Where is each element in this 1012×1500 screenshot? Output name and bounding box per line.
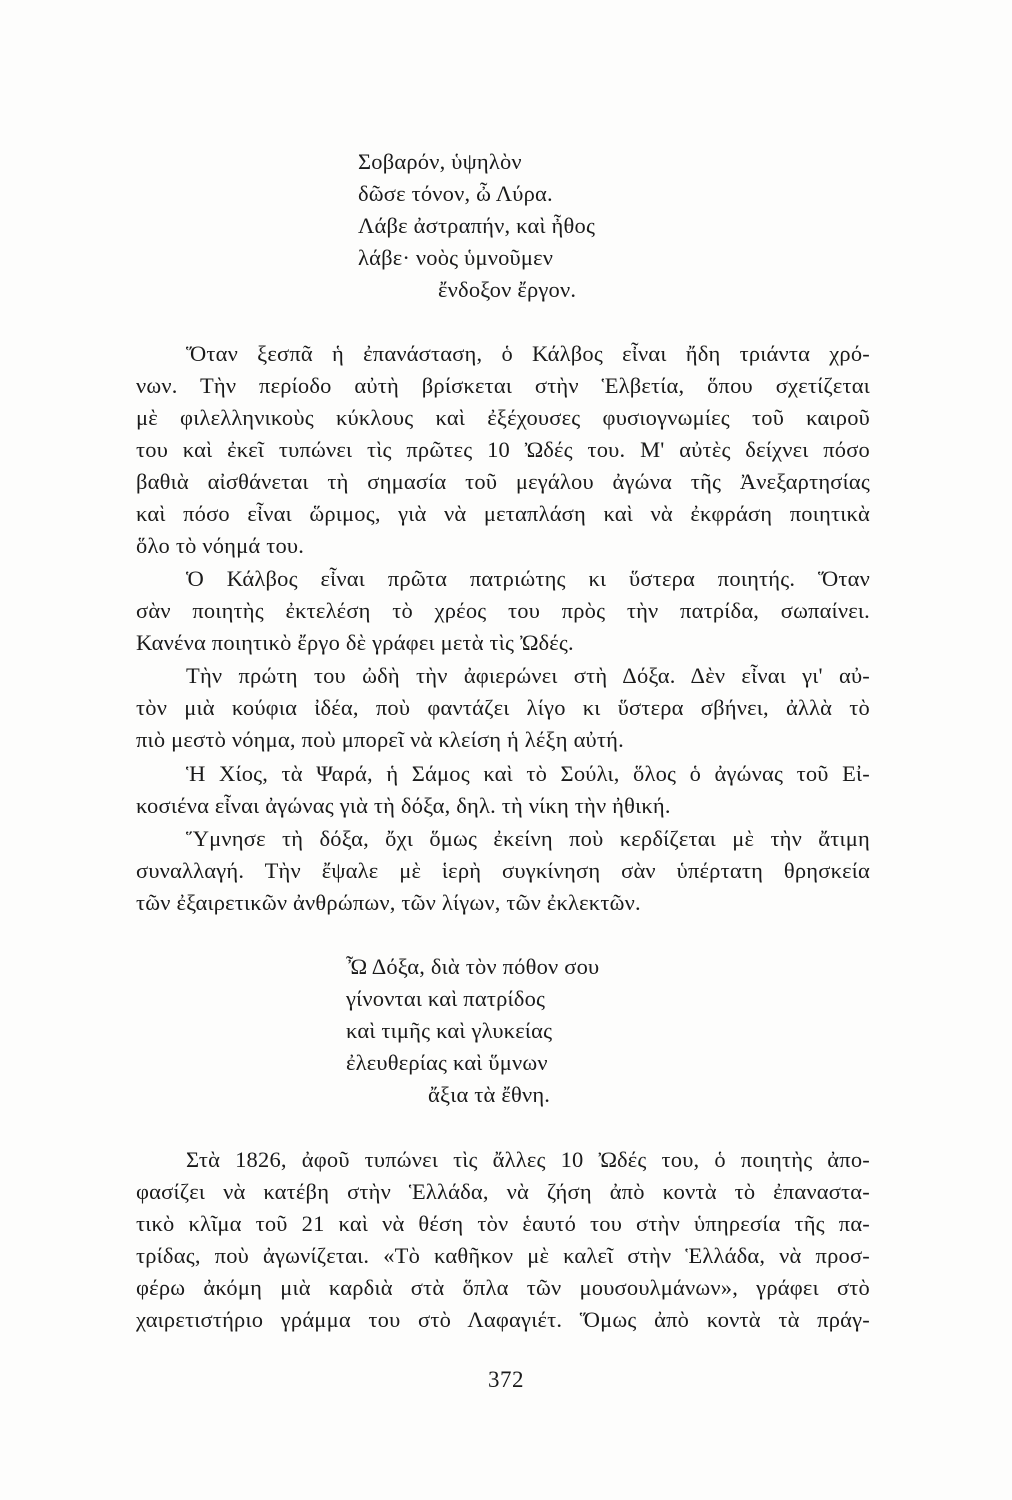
- text-line: Ἡ Χίος, τὰ Ψαρά, ἡ Σάμος καὶ τὸ Σούλι, ὅλος ὁ ἀγώνας τοῦ Εἰ-: [186, 761, 870, 786]
- poem-line: ἐλευθερίας καὶ ὕμνων: [346, 1050, 548, 1075]
- text-line: τὸν μιὰ κούφια ἰδέα, ποὺ φαντάζει λίγο κι ὕστερα σβήνει, ἀλλὰ τὸ: [136, 695, 870, 720]
- poem-line: δῶσε τόνον, ὦ Λύρα.: [358, 181, 553, 206]
- poem-line: Σοβαρόν, ὑψηλὸν: [358, 149, 522, 174]
- poem-line: καὶ τιμῆς καὶ γλυκείας: [346, 1018, 553, 1043]
- text-line: καὶ πόσο εἶναι ὥριμος, γιὰ νὰ μεταπλάση καὶ νὰ ἐκφράση ποιητικὰ: [136, 501, 870, 526]
- text-line: Τὴν πρώτη του ὠδὴ τὴν ἀφιερώνει στὴ Δόξα. Δὲν εἶναι γι' αὐ-: [186, 663, 870, 688]
- poem-line: λάβε· νοὸς ὑμνοῦμεν: [358, 245, 554, 270]
- text-line: Στὰ 1826, ἀφοῦ τυπώνει τὶς ἄλλες 10 Ὠδές του, ὁ ποιητὴς ἀπο-: [186, 1147, 870, 1172]
- text-line: κοσιένα εἶναι ἀγώνας γιὰ τὴ δόξα, δηλ. τὴ νίκη τὴν ἠθική.: [136, 793, 671, 818]
- text-line: φέρω ἀκόμη μιὰ καρδιὰ στὰ ὅπλα τῶν μουσουλμάνων», γράφει στὸ: [136, 1275, 870, 1300]
- text-line: φασίζει νὰ κατέβη στὴν Ἑλλάδα, νὰ ζήση ἀπὸ κοντὰ τὸ ἐπαναστα-: [136, 1179, 870, 1204]
- text-line: Ὅταν ξεσπᾶ ἡ ἐπανάσταση, ὁ Κάλβος εἶναι ἤδη τριάντα χρό-: [186, 341, 870, 366]
- page-number: 372: [488, 1367, 524, 1392]
- text-line: ὅλο τὸ νόημά του.: [136, 533, 305, 558]
- text-line: χαιρετιστήριο γράμμα του στὸ Λαφαγιέτ. Ὅμως ἀπὸ κοντὰ τὰ πράγ-: [136, 1307, 870, 1332]
- text-line: Ὁ Κάλβος εἶναι πρῶτα πατριώτης κι ὕστερα ποιητής. Ὅταν: [186, 566, 870, 591]
- text-line: πιὸ μεστὸ νόημα, ποὺ μπορεῖ νὰ κλείση ἡ λέξη αὐτή.: [136, 727, 624, 752]
- text-line: Ὕμνησε τὴ δόξα, ὄχι ὅμως ἐκείνη ποὺ κερδίζεται μὲ τὴν ἄτιμη: [186, 826, 870, 851]
- text-line: νων. Τὴν περίοδο αὐτὴ βρίσκεται στὴν Ἑλβετία, ὅπου σχετίζεται: [136, 373, 870, 398]
- text-line: σὰν ποιητὴς ἐκτελέση τὸ χρέος του πρὸς τὴν πατρίδα, σωπαίνει.: [136, 598, 870, 623]
- poem-line: γίνονται καὶ πατρίδος: [346, 986, 546, 1011]
- text-line: Κανένα ποιητικὸ ἔργο δὲ γράφει μετὰ τὶς Ὠδές.: [136, 630, 574, 655]
- poem-line: Ὦ Δόξα, διὰ τὸν πόθον σου: [346, 954, 600, 979]
- text-line: βαθιὰ αἰσθάνεται τὴ σημασία τοῦ μεγάλου ἀγώνα τῆς Ἀνεξαρτησίας: [136, 469, 870, 494]
- poem-line: ἄξια τὰ ἔθνη.: [428, 1082, 551, 1107]
- text-line: του καὶ ἐκεῖ τυπώνει τὶς πρῶτες 10 Ὠδές του. Μ' αὐτὲς δείχνει πόσο: [136, 437, 870, 462]
- text-line: τρίδας, ποὺ ἀγωνίζεται. «Τὸ καθῆκον μὲ καλεῖ στὴν Ἑλλάδα, νὰ προσ-: [136, 1243, 870, 1268]
- text-line: μὲ φιλελληνικοὺς κύκλους καὶ ἐξέχουσες φυσιογνωμίες τοῦ καιροῦ: [136, 405, 870, 430]
- text-line: τικὸ κλῖμα τοῦ 21 καὶ νὰ θέση τὸν ἑαυτό του στὴν ὑπηρεσία τῆς πα-: [136, 1211, 870, 1236]
- text-line: τῶν ἐξαιρετικῶν ἀνθρώπων, τῶν λίγων, τῶν ἐκλεκτῶν.: [136, 890, 641, 915]
- text-line: συναλλαγή. Τὴν ἔψαλε μὲ ἱερὴ συγκίνηση σὰν ὑπέρτατη θρησκεία: [136, 858, 870, 883]
- poem-line: Λάβε ἀστραπήν, καὶ ἦθος: [358, 213, 596, 238]
- poem-line: ἔνδοξον ἔργον.: [438, 277, 577, 302]
